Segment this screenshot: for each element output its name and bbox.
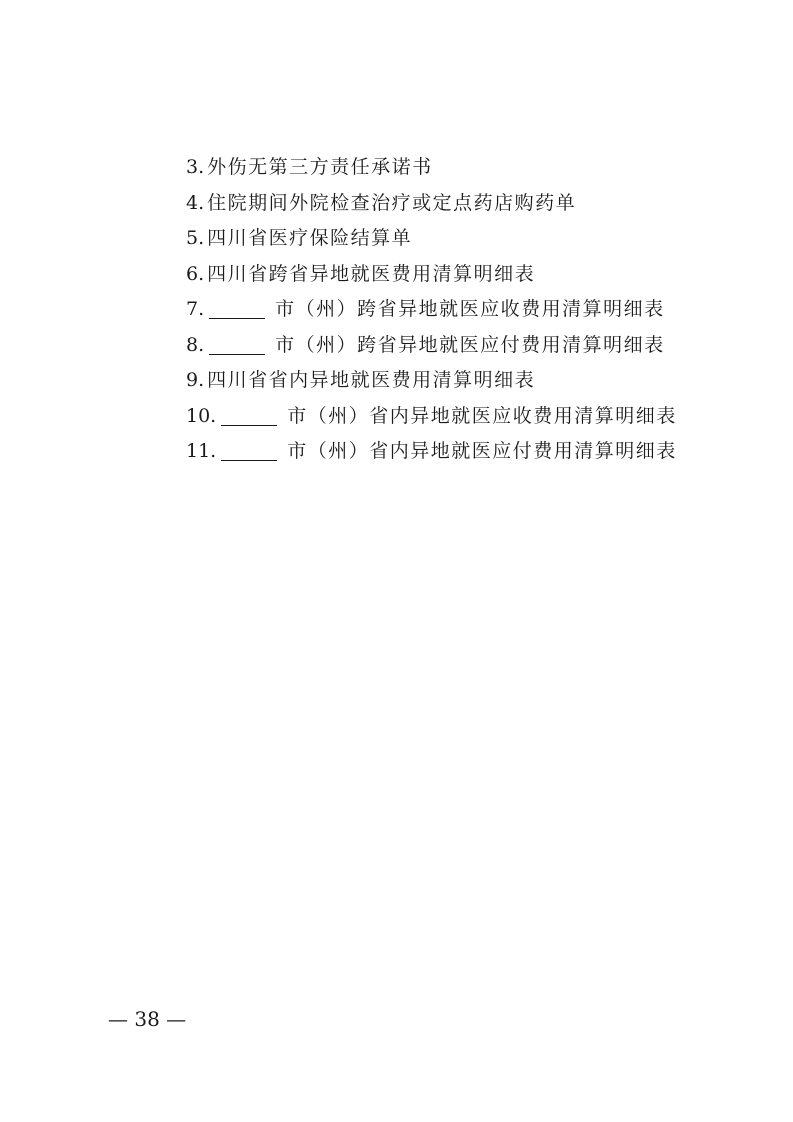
item-number: 11. — [186, 440, 217, 462]
list-item — [186, 292, 677, 328]
item-number: 4. — [186, 191, 205, 214]
fill-in-blank — [209, 335, 265, 355]
fill-in-blank — [221, 441, 277, 461]
list-item — [186, 363, 677, 399]
list-item — [186, 150, 677, 186]
item-text: 四川省医疗保险结算单 — [207, 227, 413, 249]
list-item — [186, 399, 677, 435]
list-item — [186, 221, 677, 257]
item-text: 市（州）省内异地就医应收费用清算明细表 — [287, 404, 677, 427]
item-text: 市（州）跨省异地就医应付费用清算明细表 — [275, 333, 665, 356]
item-text: 市（州）省内异地就医应付费用清算明细表 — [287, 440, 677, 462]
list-item — [186, 434, 677, 470]
item-number: 10. — [186, 404, 217, 427]
item-text: 四川省跨省异地就医费用清算明细表 — [207, 262, 536, 285]
attachment-list — [186, 150, 677, 470]
item-number: 3. — [186, 156, 205, 178]
item-text: 市（州）跨省异地就医应收费用清算明细表 — [275, 298, 665, 320]
list-item — [186, 186, 677, 222]
list-item — [186, 257, 677, 293]
item-text: 外伤无第三方责任承诺书 — [207, 156, 433, 178]
item-text: 住院期间外院检查治疗或定点药店购药单 — [207, 191, 577, 214]
fill-in-blank — [221, 406, 277, 426]
list-item — [186, 328, 677, 364]
item-text: 四川省省内异地就医费用清算明细表 — [207, 369, 536, 391]
item-number: 9. — [186, 369, 205, 391]
item-number: 8. — [186, 333, 205, 356]
fill-in-blank — [209, 299, 265, 319]
item-number: 7. — [186, 298, 205, 320]
page-number: — 38 — — [108, 1007, 187, 1031]
item-number: 5. — [186, 227, 205, 249]
item-number: 6. — [186, 262, 205, 285]
